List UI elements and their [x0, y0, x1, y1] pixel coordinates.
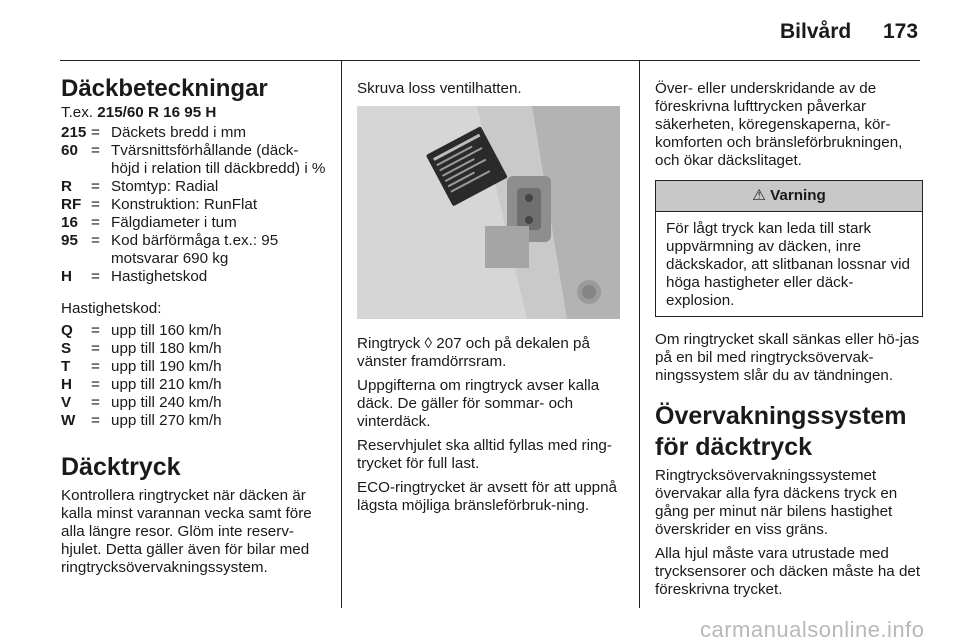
example-prefix: T.ex. [61, 104, 98, 121]
cold-tires-text: Uppgifterna om ringtryck avser kalla däck. De gäller för sommar- och vinterdäck. [357, 377, 600, 430]
warning-header [656, 181, 922, 212]
middle-column [357, 72, 627, 521]
speed-value: upp till 190 km/h [111, 358, 222, 375]
column-divider-2 [639, 60, 640, 608]
definition-value: Kod bärförmåga t.ex.: 95 motsvarar 690 kg [111, 232, 279, 267]
equals-sign: = [91, 214, 100, 231]
left-column [61, 72, 326, 583]
definition-key: 16 [61, 214, 78, 231]
equals-sign: = [91, 124, 100, 141]
page-number: 173 [883, 20, 919, 43]
header-title: Bilvård [780, 20, 852, 43]
warning-icon: ⚠ [752, 187, 766, 204]
sensors-text: Alla hjul måste vara utrustade med trycksensorer och däcken måste ha det föreskrivna trycket. [655, 545, 921, 598]
speed-key: T [61, 358, 71, 375]
definition-row [61, 142, 326, 178]
section-heading-monitoring: Övervakningssystem för däcktryck [655, 402, 907, 461]
definition-row [61, 268, 326, 286]
speed-value: upp till 270 km/h [111, 412, 222, 429]
equals-sign: = [91, 268, 100, 285]
definition-value: Konstruktion: RunFlat [111, 196, 258, 213]
speed-value: upp till 210 km/h [111, 376, 222, 393]
speed-row [61, 376, 326, 394]
header-rule [60, 60, 920, 61]
speed-value: upp till 160 km/h [111, 322, 222, 339]
speed-key: S [61, 340, 72, 357]
page-reference-icon: ◊ [424, 335, 433, 352]
definition-value: Stomtyp: Radial [111, 178, 219, 195]
definition-value: Hastighetskod [111, 268, 208, 285]
definition-value: Fälgdiameter i tum [111, 214, 237, 231]
speed-key: Q [61, 322, 73, 339]
speed-value: upp till 180 km/h [111, 340, 222, 357]
speed-value: upp till 240 km/h [111, 394, 222, 411]
equals-sign: = [91, 412, 100, 429]
warning-box [655, 180, 923, 317]
pressure-reference-rest: 207 och på dekalen på vänster framdörrsram. [357, 335, 590, 370]
equals-sign: = [91, 142, 100, 159]
example-line [61, 104, 326, 122]
definition-key: RF [61, 196, 82, 213]
section-heading-tire-markings: Däckbeteckningar [61, 75, 268, 102]
equals-sign: = [91, 340, 100, 357]
equals-sign: = [91, 178, 100, 195]
pressure-reference-prefix: Ringtryck [357, 335, 425, 352]
equals-sign: = [91, 322, 100, 339]
definition-key: 215 [61, 124, 87, 141]
definition-row [61, 214, 326, 232]
definition-list [61, 124, 326, 286]
spare-wheel-text: Reservhjulet ska alltid fyllas med ring-trycket för full last. [357, 437, 612, 472]
warning-title: Varning [770, 187, 826, 204]
speed-row [61, 340, 326, 358]
definition-row [61, 178, 326, 196]
intro-text: Skruva loss ventilhatten. [357, 80, 522, 97]
speed-row [61, 412, 326, 430]
definition-row [61, 124, 326, 142]
pressure-deviation-text: Över- eller underskridande av de föreskrivna lufttrycken påverkar säkerheten, köregenskaperna, kör-komforten och bränsleförbrukningen, och ökar däckslitaget. [655, 80, 903, 169]
speed-code-list [61, 322, 326, 430]
definition-key: 60 [61, 142, 78, 159]
definition-row [61, 232, 326, 268]
definition-row [61, 196, 326, 214]
example-code: 215/60 R 16 95 H [97, 104, 217, 121]
definition-value: Däckets bredd i mm [111, 124, 247, 141]
equals-sign: = [91, 232, 100, 249]
door-frame-illustration [357, 106, 620, 319]
equals-sign: = [91, 394, 100, 411]
door-frame-label-photo [357, 106, 620, 319]
section-heading-tire-pressure: Däcktryck [61, 453, 181, 481]
speed-key: W [61, 412, 76, 429]
equals-sign: = [91, 376, 100, 393]
definition-key: R [61, 178, 72, 195]
right-column [655, 72, 923, 605]
definition-key: H [61, 268, 72, 285]
column-divider-1 [341, 60, 342, 608]
speed-code-heading: Hastighetskod: [61, 300, 162, 317]
equals-sign: = [91, 358, 100, 375]
speed-row [61, 394, 326, 412]
tire-pressure-text: Kontrollera ringtrycket när däcken är kalla minst varannan vecka samt före alla längre resor. Glöm inte reserv-hjulet. Detta gäller även för bilar med ringtrycksövervakningssystem. [61, 487, 312, 576]
pressure-reference-text [357, 335, 627, 371]
definition-value: Tvärsnittsförhållande (däck-höjd i relation till däckbredd) i % [111, 142, 326, 177]
watermark: carmanualsonline.info [700, 617, 925, 642]
speed-key: V [61, 394, 72, 411]
speed-row [61, 322, 326, 340]
speed-key: H [61, 376, 72, 393]
speed-row [61, 358, 326, 376]
monitoring-text: Ringtrycksövervakningssystemet övervakar alla fyra däckens tryck en gång per minut när bilens hastighet överskrider en viss gräns. [655, 467, 898, 538]
definition-key: 95 [61, 232, 78, 249]
eco-pressure-text: ECO-ringtrycket är avsett för att uppnå lägsta möjliga bränsleförbruk-ning. [357, 479, 617, 514]
ignition-text: Om ringtrycket skall sänkas eller hö-jas på en bil med ringtrycksövervak-ningssystem slår du av tändningen. [655, 331, 920, 384]
warning-text: För lågt tryck kan leda till stark uppvärmning av däcken, inre däckskador, att slitbanan lossnar vid höga hastigheter eller däck-explosion. [666, 220, 910, 309]
equals-sign: = [91, 196, 100, 213]
